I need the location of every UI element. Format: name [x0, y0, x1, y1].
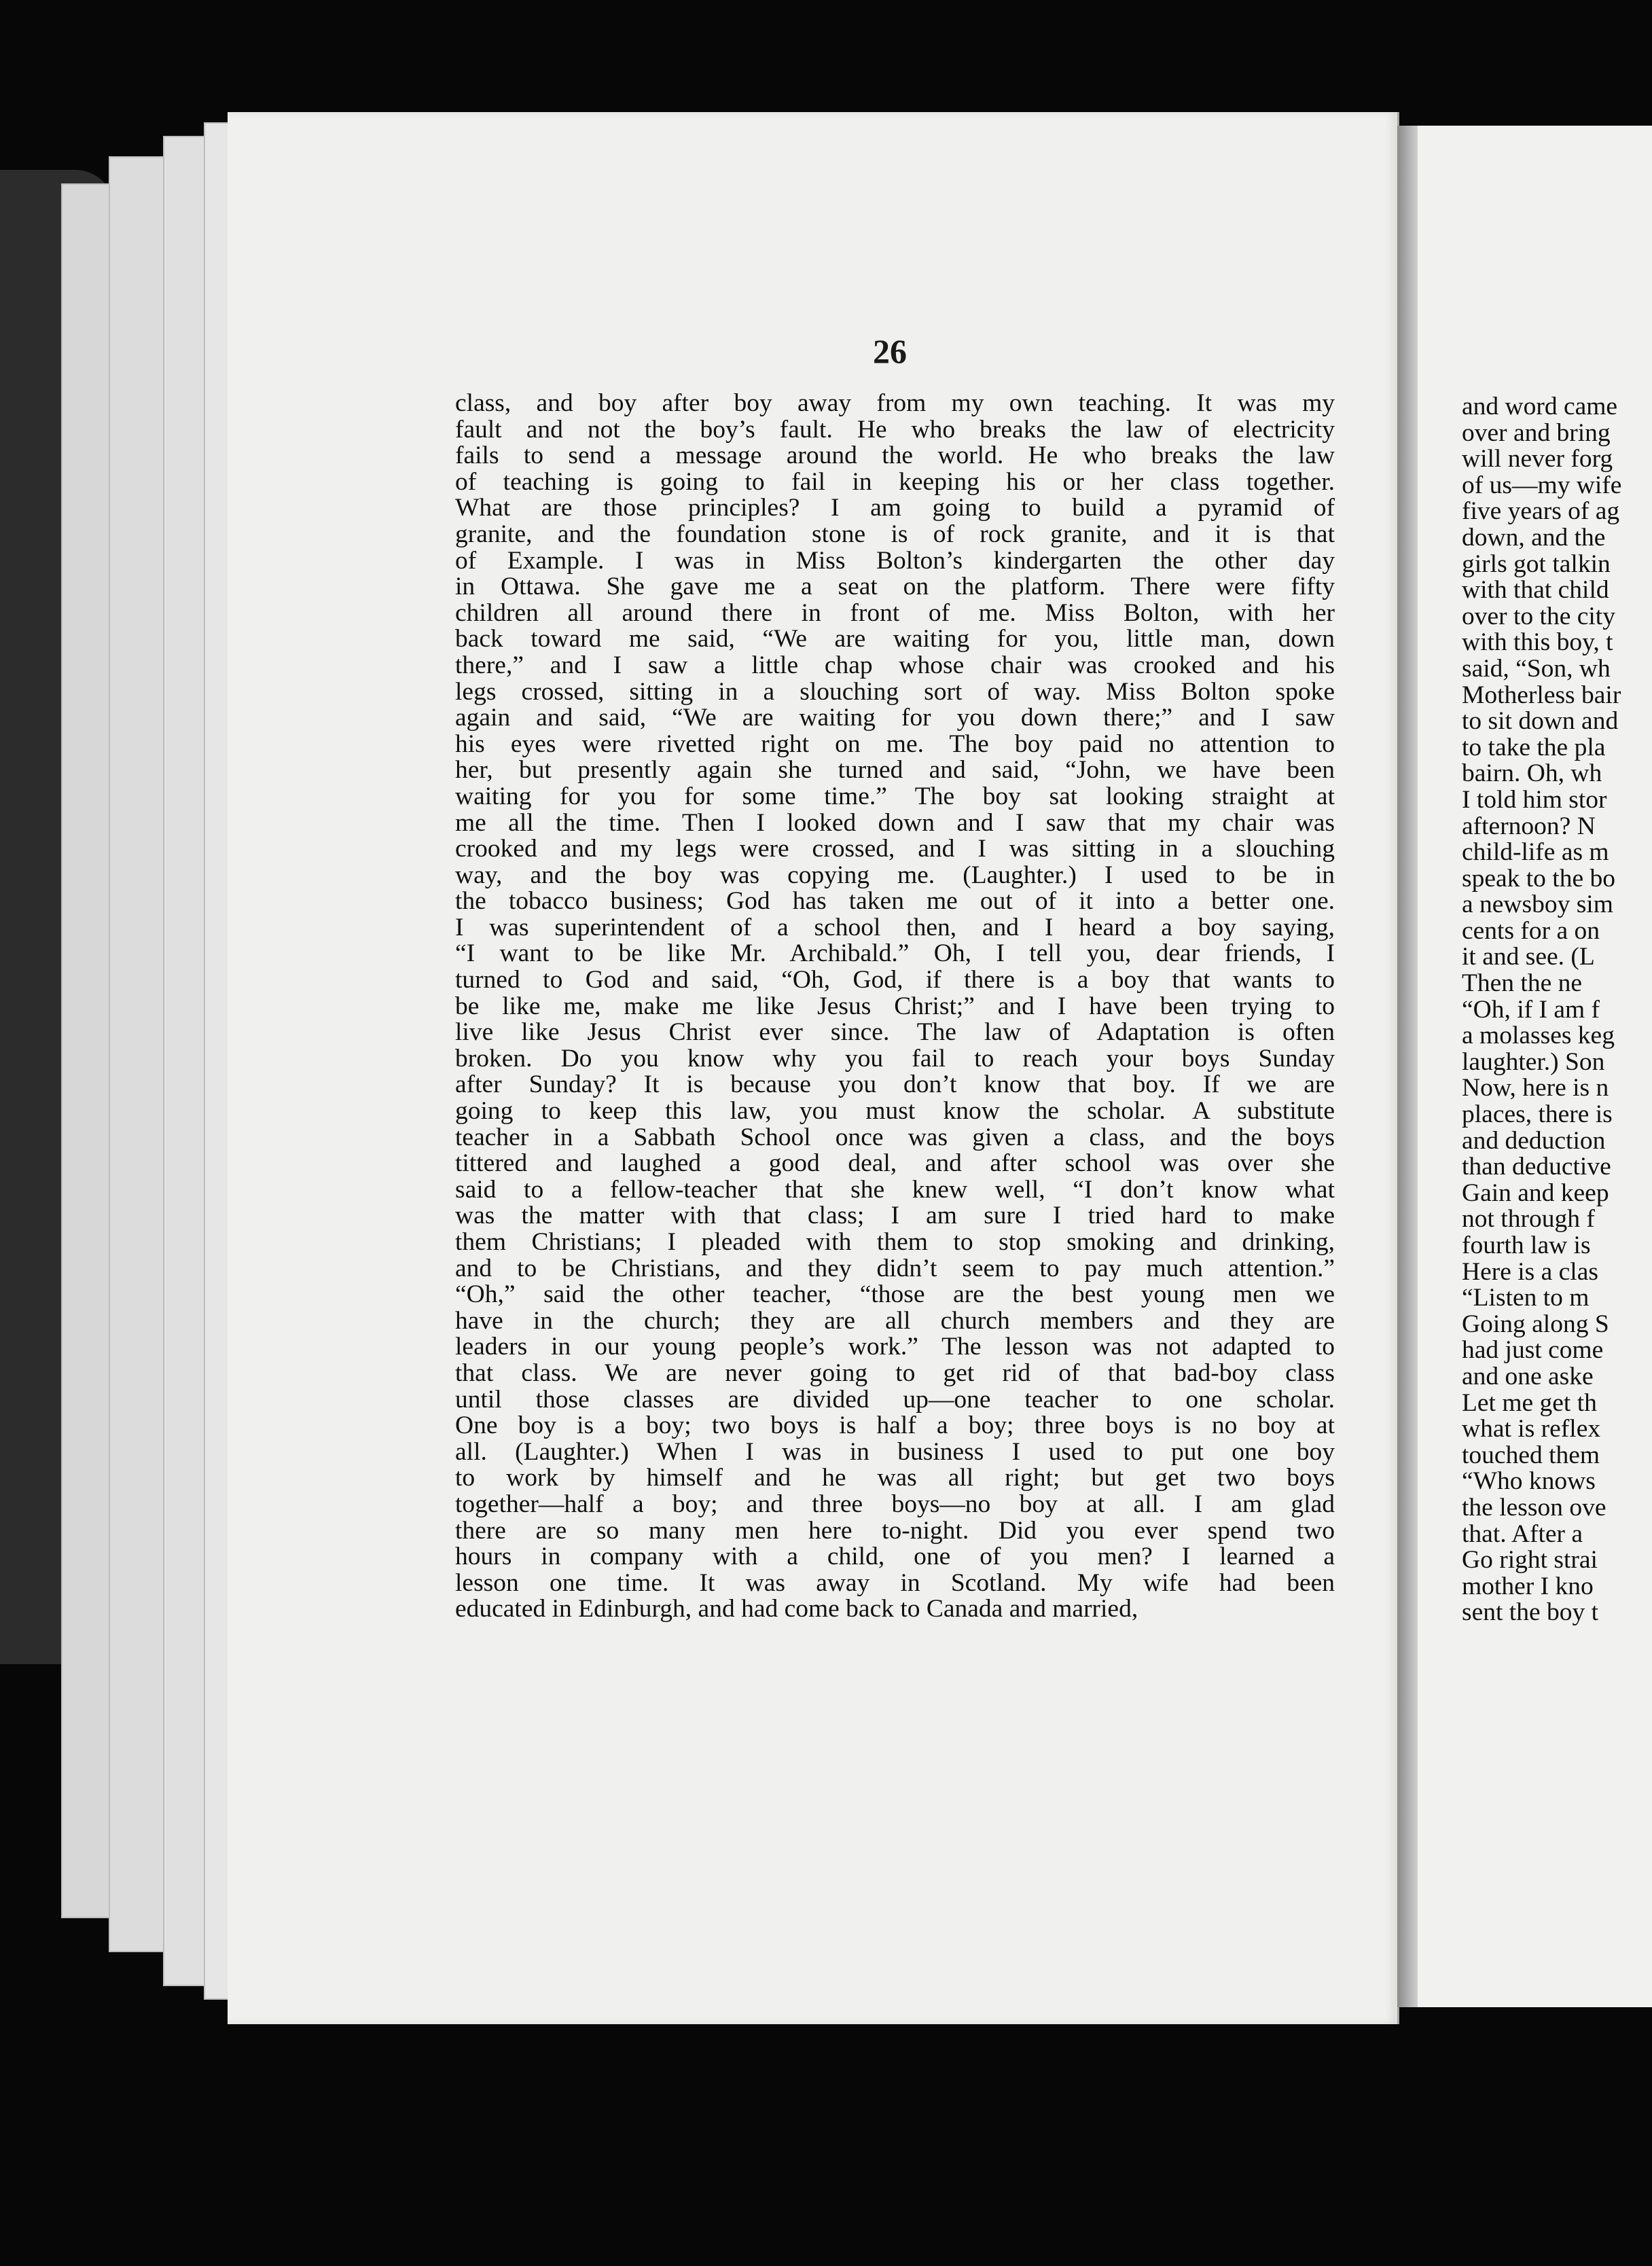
text-line: fault and not the boy’s fault. He who breaks the law of electricity — [455, 416, 1335, 444]
text-line: “I want to be like Mr. Archibald.” Oh, I tell you, dear friends, I — [455, 941, 1335, 968]
text-line: said, “Son, wh — [1462, 655, 1611, 683]
text-line: Here is a clas — [1462, 1259, 1598, 1286]
text-line: waiting for you for some time.” The boy sat looking straight at — [455, 783, 1335, 810]
text-line: and deduction — [1462, 1128, 1606, 1155]
text-line: with this boy, t — [1462, 630, 1613, 656]
text-line: of Example. I was in Miss Bolton’s kindergarten the other day — [455, 547, 1335, 575]
text-line: a molasses keg — [1462, 1023, 1615, 1049]
text-line: Now, here is n — [1462, 1075, 1609, 1102]
text-line: speak to the bo — [1462, 865, 1615, 893]
text-line: fourth law is — [1462, 1233, 1591, 1259]
text-line: granite, and the foundation stone is of rock granite, and it is that — [455, 521, 1335, 548]
text-line: children all around there in front of me. Miss Bolton, with her — [455, 600, 1335, 627]
text-line: to sit down and — [1462, 708, 1619, 735]
text-line: Motherless bair — [1462, 682, 1621, 709]
text-line: his eyes were rivetted right on me. The boy paid no attention to — [455, 731, 1335, 758]
text-line: with that child — [1462, 577, 1609, 604]
text-line: five years of ag — [1462, 499, 1620, 525]
text-line: Gain and keep — [1462, 1180, 1609, 1207]
text-line: What are those principles? I am going to build a pyramid of — [455, 495, 1335, 522]
text-line: going to keep this law, you must know the scholar. A substitute — [455, 1098, 1335, 1125]
text-line: have in the church; they are all church members and they are — [455, 1308, 1335, 1335]
text-line: there are so many men here to-night. Did you ever spend two — [455, 1517, 1335, 1545]
text-line: Go right strai — [1462, 1547, 1598, 1574]
text-line: legs crossed, sitting in a slouching sort of way. Miss Bolton spoke — [455, 679, 1335, 706]
text-line: Then the ne — [1462, 971, 1583, 997]
text-line: “Oh, if I am f — [1462, 996, 1600, 1024]
text-line: leaders in our young people’s work.” The lesson was not adapted to — [455, 1334, 1335, 1361]
text-line: them Christians; I pleaded with them to stop smoking and drinking, — [455, 1229, 1335, 1256]
text-line: afternoon? N — [1462, 813, 1596, 840]
text-line: and word came — [1462, 394, 1618, 420]
text-line: back toward me said, “We are waiting for you, little man, down — [455, 626, 1335, 653]
text-line: teacher in a Sabbath School once was given a class, and the boys — [455, 1124, 1335, 1151]
text-line: said to a fellow-teacher that she knew well, “I don’t know what — [455, 1176, 1335, 1204]
text-line: down, and the — [1462, 524, 1606, 552]
text-line: after Sunday? It is because you don’t know that boy. If we are — [455, 1072, 1335, 1099]
text-line: class, and boy after boy away from my own teaching. It was my — [455, 391, 1335, 417]
text-line: be like me, make me like Jesus Christ;” and I have been trying to — [455, 993, 1335, 1020]
text-line: crooked and my legs were crossed, and I was sitting in a slouching — [455, 836, 1335, 863]
text-line: tittered and laughed a good deal, and after school was over she — [455, 1151, 1335, 1177]
text-line: broken. Do you know why you fail to reach your boys Sunday — [455, 1045, 1335, 1073]
text-line: her, but presently again she turned and said, “John, we have been — [455, 757, 1335, 784]
text-line: live like Jesus Christ ever since. The law of Adaptation is often — [455, 1020, 1335, 1046]
text-line: that class. We are never going to get rid of that bad-boy class — [455, 1360, 1335, 1387]
text-line: “Who knows — [1462, 1469, 1596, 1495]
right-page-text — [1462, 394, 1652, 1626]
text-line: I was superintendent of a school then, and I heard a boy saying, — [455, 914, 1335, 941]
text-line: together—half a boy; and three boys—no boy at all. I am glad — [455, 1491, 1335, 1518]
text-line: sent the boy t — [1462, 1600, 1599, 1626]
text-line: turned to God and said, “Oh, God, if there is a boy that wants to — [455, 967, 1335, 994]
text-line: me all the time. Then I looked down and I saw that my chair was — [455, 810, 1335, 837]
text-line: to work by himself and he was all right; but get two boys — [455, 1465, 1335, 1492]
text-line: a newsboy sim — [1462, 892, 1613, 918]
text-line: the tobacco business; God has taken me out of it into a better one. — [455, 888, 1335, 915]
text-line: had just come — [1462, 1337, 1604, 1364]
text-line: the lesson ove — [1462, 1494, 1606, 1522]
text-line: hours in company with a child, one of you men? I learned a — [455, 1544, 1335, 1570]
text-line: in Ottawa. She gave me a seat on the platform. There were fifty — [455, 574, 1335, 600]
text-line: cents for a on — [1462, 918, 1600, 945]
text-line: places, there is — [1462, 1102, 1613, 1128]
text-line: there,” and I saw a little chap whose chair was crooked and his — [455, 652, 1335, 679]
text-line: of us—my wife — [1462, 472, 1622, 499]
text-line: I told him stor — [1462, 787, 1607, 814]
text-line: and to be Christians, and they didn’t seem to pay much attention.” — [455, 1255, 1335, 1282]
text-line: over and bring — [1462, 420, 1611, 447]
text-line: “Oh,” said the other teacher, “those are the best young men we — [455, 1282, 1335, 1308]
text-line: bairn. Oh, wh — [1462, 761, 1602, 787]
text-line: Let me get th — [1462, 1390, 1597, 1417]
text-line: educated in Edinburgh, and had come back to Canada and married, — [455, 1596, 1138, 1623]
text-line: One boy is a boy; two boys is half a boy; three boys is no boy at — [455, 1413, 1335, 1439]
text-line: again and said, “We are waiting for you down there;” and I saw — [455, 705, 1335, 732]
text-line: girls got talkin — [1462, 551, 1611, 578]
text-line: mother I kno — [1462, 1573, 1594, 1600]
page-number: 26 — [873, 332, 907, 370]
text-line: was the matter with that class; I am sure I tried hard to make — [455, 1203, 1335, 1229]
text-line: lesson one time. It was away in Scotland. My wife had been — [455, 1570, 1335, 1597]
text-line: laughter.) Son — [1462, 1049, 1605, 1076]
text-line: “Listen to m — [1462, 1285, 1590, 1312]
text-line: than deductive — [1462, 1154, 1611, 1181]
left-page-text — [455, 391, 1335, 1623]
text-line: over to the city — [1462, 603, 1615, 630]
text-line: that. After a — [1462, 1521, 1583, 1548]
text-line: way, and the boy was copying me. (Laughter.) I used to be in — [455, 862, 1335, 889]
text-line: touched them — [1462, 1442, 1600, 1469]
text-line: not through f — [1462, 1206, 1595, 1233]
text-line: all. (Laughter.) When I was in business I used to put one boy — [455, 1439, 1335, 1466]
text-line: child-life as m — [1462, 840, 1609, 866]
text-line: Going along S — [1462, 1311, 1609, 1338]
text-line: will never forg — [1462, 446, 1613, 473]
text-line: to take the pla — [1462, 734, 1606, 761]
text-line: it and see. (L — [1462, 944, 1595, 971]
text-line: and one aske — [1462, 1363, 1594, 1390]
text-line: of teaching is going to fail in keeping his or her class together. — [455, 469, 1335, 496]
book-gutter — [1397, 126, 1418, 2007]
text-line: what is reflex — [1462, 1416, 1601, 1443]
text-line: until those classes are divided up—one teacher to one scholar. — [455, 1386, 1335, 1414]
text-line: fails to send a message around the world. He who breaks the law — [455, 443, 1335, 469]
